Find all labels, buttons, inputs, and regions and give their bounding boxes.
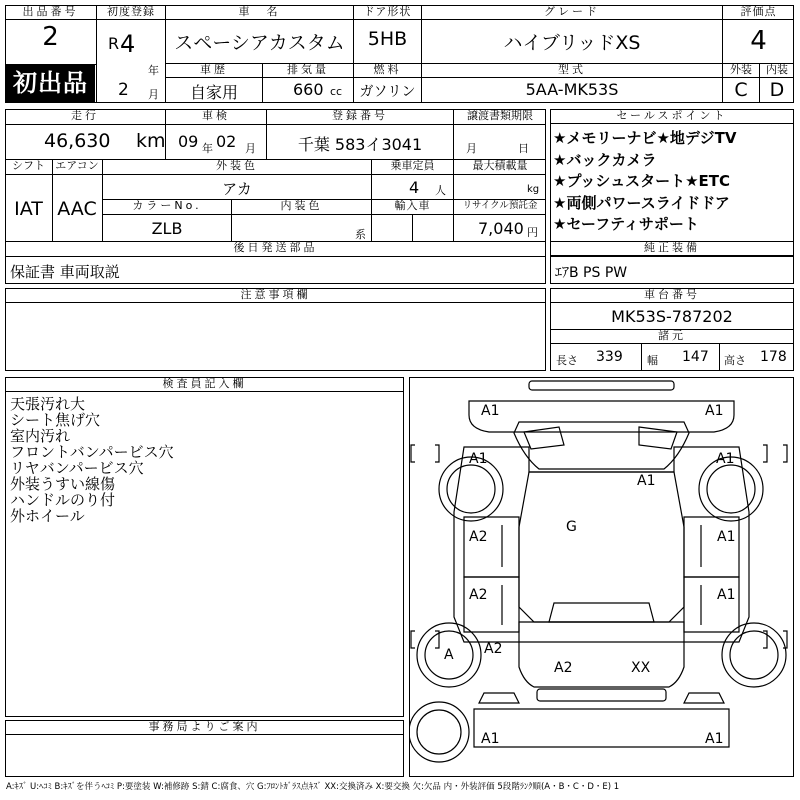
inspection-month-unit: 月 (245, 142, 256, 155)
plate-label: 登録番号 (332, 109, 388, 122)
grade-label: グレード (544, 5, 600, 18)
chassis-label: 車台番号 (550, 288, 794, 303)
displacement-unit: cc (330, 85, 343, 98)
capacity-unit: 人 (435, 184, 446, 197)
door-label: ドア形状 (363, 5, 412, 18)
note-item: 外ホイール (10, 507, 85, 525)
diagram-mark: A (444, 647, 454, 663)
diagram-mark: A1 (481, 731, 500, 747)
later-parts-value: 保証書 車両取説 (10, 263, 120, 281)
equipment-label: 純正装備 (550, 241, 794, 256)
note-item: ハンドルのり付 (10, 491, 116, 509)
inspection-year: 09 (178, 132, 199, 151)
later-parts-label: 後日発送部品 (233, 241, 318, 254)
first-reg-year-unit: 年 (148, 64, 159, 77)
diagram-mark: A1 (717, 529, 736, 545)
int-color-suffix: 系 (355, 228, 366, 241)
sales-point-item: ★プッシュスタート★ETC (553, 172, 731, 190)
plate-value: 千葉 583イ3041 (297, 135, 423, 154)
transfer-month-unit: 月 (466, 142, 477, 155)
transfer-label: 譲渡書類期限 (467, 109, 533, 122)
dimensions-label: 諸元 (550, 329, 794, 344)
note-item: 外装うすい線傷 (10, 475, 116, 493)
inspector-notes (10, 396, 174, 524)
sales-point-item: ★バックカメラ (553, 150, 657, 169)
note-item: 天張汚れ大 (10, 395, 86, 413)
capacity-label: 乗車定員 (390, 159, 435, 172)
note-item: シート焦げ穴 (10, 411, 101, 429)
car-name-value: スペーシアカスタム (174, 32, 345, 54)
sales-points-label: セールスポイント (550, 109, 794, 124)
diagram-mark: A2 (469, 587, 488, 603)
aircon-label: エアコン (55, 159, 99, 172)
recycle-unit: 円 (527, 226, 538, 239)
diagram-mark: A1 (469, 451, 488, 467)
grade-value: ハイブリッドXS (503, 32, 641, 54)
width-value: 147 (682, 349, 709, 365)
recycle-value: 7,040 (478, 219, 524, 238)
diagram-mark: A1 (716, 451, 735, 467)
inspector-label: 検査員記入欄 (5, 377, 404, 392)
diagram-mark: A1 (717, 587, 736, 603)
sales-point-item: ★両側パワースライドドア (553, 193, 730, 212)
legend: A:ｷｽﾞ U:ﾍｺﾐ B:ｷｽﾞを伴うﾍｺﾐ P:要塗装 W:補修跡 S:錆 C:腐食、穴 G:ﾌﾛﾝﾄｶﾞﾗｽ点ｷｽﾞ XX:交換済み X:要交換 欠:欠品 内・外装評価 5段階ﾗﾝｸ順(A・B・C・D・E) 1 (6, 782, 620, 792)
width-label: 幅 (647, 354, 658, 367)
mileage-label: 走行 (71, 109, 99, 122)
diagram-mark: A1 (705, 403, 724, 419)
displacement-label: 排気量 (287, 63, 329, 76)
shift-value: IAT (14, 198, 43, 220)
height-label: 高さ (724, 354, 746, 367)
car-diagram (409, 377, 794, 777)
displacement-value: 660 (293, 80, 324, 99)
history-value: 自家用 (189, 83, 238, 102)
ext-color-label: 外装色 (216, 159, 258, 172)
max-load-unit: kg (527, 184, 540, 195)
score-label: 評価点 (723, 5, 794, 20)
equipment-value: ｴｱB PS PW (555, 265, 628, 281)
diagram-mark: XX (631, 660, 651, 676)
capacity-value: 4 (409, 178, 420, 197)
int-label: 内装 (766, 63, 788, 76)
car-name-label: 車 名 (238, 5, 281, 18)
recycle-label: リサイクル預託金 (462, 200, 538, 211)
length-value: 339 (596, 349, 623, 365)
max-load-label: 最大積載量 (472, 159, 528, 172)
height-value: 178 (760, 349, 787, 365)
sales-points-list (553, 128, 736, 236)
inspection-year-unit: 年 (202, 142, 213, 155)
color-no-value: ZLB (151, 219, 183, 238)
ext-label: 外装 (730, 63, 752, 76)
note-item: 室内汚れ (10, 427, 71, 445)
mileage-value: 46,630 (44, 130, 111, 152)
color-no-label: カラーNo. (132, 199, 202, 212)
note-item: フロントバンパービス穴 (10, 443, 174, 461)
diagram-mark: G (566, 519, 577, 535)
first-reg-label: 初度登録 (97, 5, 165, 20)
first-reg-era: R (108, 34, 120, 53)
import-label: 輸入車 (394, 199, 431, 212)
diagram-mark: A2 (484, 641, 503, 657)
fuel-value: ガソリン (359, 84, 416, 100)
office-label: 事務局よりご案内 (5, 720, 404, 735)
inspection-label: 車検 (202, 109, 230, 122)
model-value: 5AA-MK53S (525, 80, 619, 99)
lot-label: 出品番号 (5, 5, 96, 20)
diagram-mark: A1 (705, 731, 724, 747)
first-listing-badge: 初出品 (6, 65, 95, 102)
model-label: 型式 (558, 63, 586, 76)
fuel-label: 燃料 (373, 63, 402, 76)
transfer-day-unit: 日 (518, 142, 529, 155)
note-item: リヤバンパービス穴 (10, 459, 144, 477)
diagram-mark: A2 (469, 529, 488, 545)
ext-value: C (734, 79, 748, 101)
sales-point-item: ★セーフティサポート (553, 215, 699, 233)
inspection-month: 02 (216, 132, 237, 151)
aircon-value: AAC (57, 198, 97, 220)
int-value: D (769, 79, 785, 101)
shift-label: シフト (12, 159, 45, 172)
score-value: 4 (750, 26, 767, 56)
lot-value: 2 (42, 22, 59, 52)
first-reg-month: 2 (118, 80, 129, 100)
mileage-unit: km (136, 130, 166, 152)
diagram-mark: A2 (554, 660, 573, 676)
ext-color-value: アカ (222, 180, 252, 198)
diagram-mark: A1 (637, 473, 656, 489)
length-label: 長さ (556, 354, 578, 367)
first-reg-month-unit: 月 (148, 88, 159, 101)
first-reg-year: 4 (120, 30, 136, 58)
chassis-value: MK53S-787202 (611, 307, 733, 326)
door-value: 5HB (367, 28, 408, 50)
diagram-mark: A1 (481, 403, 500, 419)
caution-label: 注意事項欄 (5, 288, 546, 303)
int-color-label: 内装色 (280, 199, 323, 212)
sales-point-item: ★メモリーナビ★地デジTV (553, 129, 737, 147)
history-label: 車歴 (200, 63, 228, 76)
